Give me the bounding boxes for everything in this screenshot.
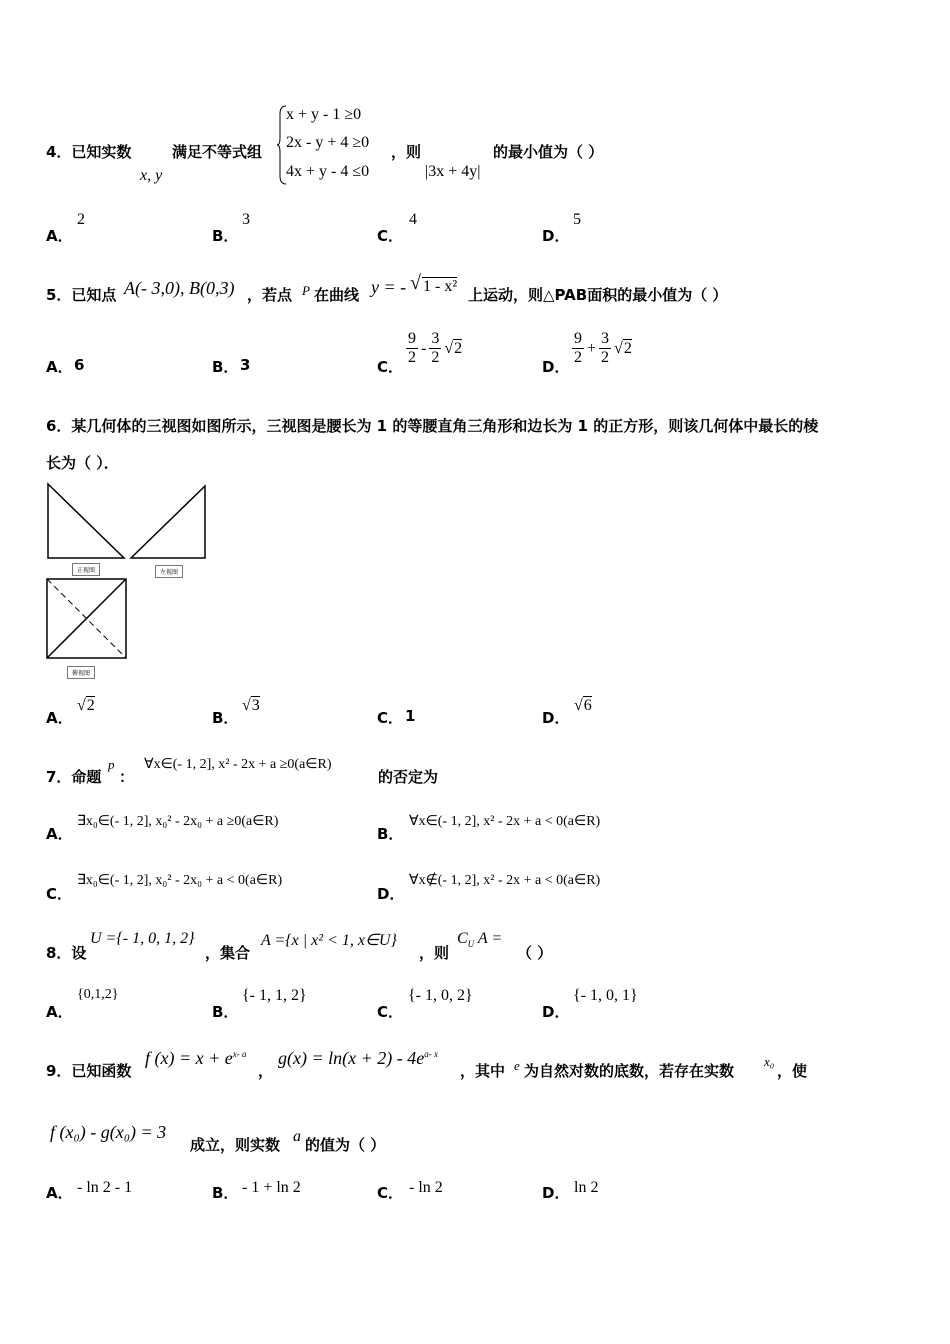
q9-g: $g(x) = \ln(x + 2) - 4e^{a- x}$ [278, 1048, 438, 1068]
q5-stem: 5．已知点 [46, 286, 117, 304]
q4-option-d-value: 5 [573, 211, 581, 228]
q4-vars: x, y [140, 167, 163, 184]
q5-d-radical: √2 [614, 339, 632, 357]
q5-curve: y = - [371, 277, 407, 297]
q4-ineq-2: 2x - y + 4 ≥0 [286, 134, 370, 151]
q9-mid: ，其中 [460, 1062, 506, 1080]
q4-option-c-value: 4 [409, 211, 417, 228]
q9-comma: ， [258, 1062, 274, 1080]
q7-colon: ： [119, 768, 135, 786]
q4-tail: 的最小值为（ ） [493, 143, 604, 161]
q8-option-c-value: {- 1, 0, 2} [408, 987, 473, 1004]
q5-on-curve: 在曲线 [314, 286, 360, 304]
q5-tail: 上运动，则△PAB面积的最小值为（ ） [468, 286, 728, 304]
q9-option-b-value: - 1 + ln 2 [242, 1179, 301, 1196]
q9-option-a-label: A． [46, 1184, 73, 1202]
q4-expr: |3x + 4y| [425, 163, 481, 180]
q7-stem: 7．命题 [46, 768, 102, 786]
q9-mid-2: 为自然对数的底数，若存在实数 [524, 1062, 735, 1080]
q9-option-a-value: - ln 2 - 1 [77, 1179, 133, 1196]
q8-option-a-value: {0,1,2} [77, 987, 119, 1002]
q9-condition-tail: 成立，则实数 [190, 1136, 281, 1154]
q6-front-view-triangle [48, 484, 124, 558]
q7-tail: 的否定为 [378, 768, 439, 786]
q6-three-views-figure [44, 480, 214, 685]
q9-tail: 的值为（ ） [305, 1136, 386, 1154]
q9-f: f $(x) = x + e^{x- a}$ [145, 1048, 247, 1068]
q5-d-plus: + [587, 339, 597, 357]
q6-option-c-value: 1 [405, 707, 416, 725]
q9-mid-3: ，使 [777, 1062, 808, 1080]
q5-if-point: ，若点 [247, 286, 293, 304]
q5-option-d-label: D． [542, 358, 570, 376]
q8-option-d-value: {- 1, 0, 1} [573, 987, 638, 1004]
q6-option-c-label: C． [377, 709, 404, 727]
q7-option-d-value: ∀x∉(- 1, 2], x² - 2x + a < 0(a∈R) [409, 873, 601, 888]
q7-option-b-value: ∀x∈(- 1, 2], x² - 2x + a < 0(a∈R) [409, 814, 601, 829]
q9-condition: f (x₀) - g(x₀) = 3 [50, 1122, 167, 1142]
q9-option-b-label: B． [212, 1184, 239, 1202]
q9-e: e [514, 1058, 520, 1073]
q5-p: P [302, 283, 310, 298]
q4-option-d-label: D． [542, 227, 570, 245]
q6-option-b-label: B． [212, 709, 239, 727]
q7-proposition: ∀x∈(- 1, 2], x² - 2x + a ≥0(a∈R) [144, 757, 332, 772]
q8-option-d-label: D． [542, 1003, 570, 1021]
q6-option-a-value: √2 [77, 697, 95, 714]
q8-option-b-value: {- 1, 1, 2} [242, 987, 307, 1004]
q5-option-a-label: A． [46, 358, 73, 376]
q5-option-c-value [406, 330, 462, 367]
q7-option-c-value: ∃x₀∈(- 1, 2], x₀² - 2x₀ + a < 0(a∈R) [77, 873, 283, 888]
q7-option-a-value: ∃x₀∈(- 1, 2], x₀² - 2x₀ + a ≥0(a∈R) [77, 814, 279, 829]
q7-option-c-label: C． [46, 885, 73, 903]
q5-radical-icon: √ [410, 272, 421, 294]
q8-option-a-label: A． [46, 1003, 73, 1021]
q6-option-a-label: A． [46, 709, 73, 727]
q7-option-d-label: D． [377, 885, 405, 903]
q4-option-a-value: 2 [77, 211, 85, 228]
q5-option-b-label: B． [212, 358, 239, 376]
q4-option-b-value: 3 [242, 211, 250, 228]
q7-option-b-label: B． [377, 825, 404, 843]
q8-complement: $C_U$ A = [457, 930, 503, 950]
q4-option-b-label: B． [212, 227, 239, 245]
q9-stem: 9．已知函数 [46, 1062, 132, 1080]
q5-d-frac-1: $\frac{9}{2}$ [574, 330, 582, 366]
q6-label-side: 左视图 [155, 565, 183, 578]
q5-c-frac-2: $\frac{3}{2}$ [431, 330, 440, 366]
q7-option-a-label: A． [46, 825, 73, 843]
q9-option-d-label: D． [542, 1184, 570, 1202]
q6-side-view-triangle [131, 486, 205, 558]
q6-line-1: 6．某几何体的三视图如图所示，三视图是腰长为 1 的等腰直角三角形和边长为 1 的正方形，则该几何体中最长的棱 [46, 417, 819, 435]
q8-option-c-label: C． [377, 1003, 404, 1021]
q5-option-a-value: 6 [74, 356, 85, 374]
q4-option-c-label: C． [377, 227, 404, 245]
q5-c-minus: - [421, 339, 427, 357]
q5-option-c-label: C． [377, 358, 404, 376]
q5-curve-root: 1 - x² [423, 278, 458, 295]
q5-d-frac-2: $\frac{3}{2}$ [601, 330, 610, 366]
q8-set-word: ，集合 [205, 944, 251, 962]
q6-line-2: 长为（ ）． [46, 454, 119, 472]
q6-label-front: 正视图 [72, 563, 100, 576]
q9-x0: x₀ [764, 1054, 775, 1069]
q6-option-d-label: D． [542, 709, 570, 727]
q8-set-a: A ={x | x² < 1, x∈U} [261, 932, 397, 949]
q4-option-a-label: A． [46, 227, 73, 245]
q8-tail: （ ） [517, 944, 553, 962]
q5-option-d-value [572, 330, 632, 367]
q5-option-b-value: 3 [240, 356, 251, 374]
q7-p: p [108, 757, 115, 772]
q8-universal-set: U ={- 1, 0, 1, 2} [90, 930, 195, 947]
q6-option-d-value: √6 [574, 697, 592, 714]
q4-stem: 4．已知实数 [46, 143, 132, 161]
q5-c-radical: √2 [444, 339, 463, 357]
q9-a: a [293, 1128, 301, 1145]
q6-label-top: 俯视图 [67, 666, 95, 679]
q4-ineq-1: x + y - 1 ≥0 [286, 106, 362, 123]
q5-points: A(- 3,0), B(0,3) [124, 278, 235, 298]
q6-option-b-value: √3 [242, 697, 260, 714]
q9-option-d-value: ln 2 [574, 1179, 599, 1196]
q9-option-c-label: C． [377, 1184, 404, 1202]
q9-option-c-value: - ln 2 [409, 1179, 443, 1196]
q8-stem: 8．设 [46, 944, 87, 962]
q4-ineq-3: 4x + y - 4 ≤0 [286, 163, 370, 180]
q8-option-b-label: B． [212, 1003, 239, 1021]
q5-c-frac-1: $\frac{9}{2}$ [408, 330, 416, 366]
q8-then: ，则 [419, 944, 450, 962]
q4-mid: 满足不等式组 [172, 143, 263, 161]
q4-then: ，则 [391, 143, 422, 161]
